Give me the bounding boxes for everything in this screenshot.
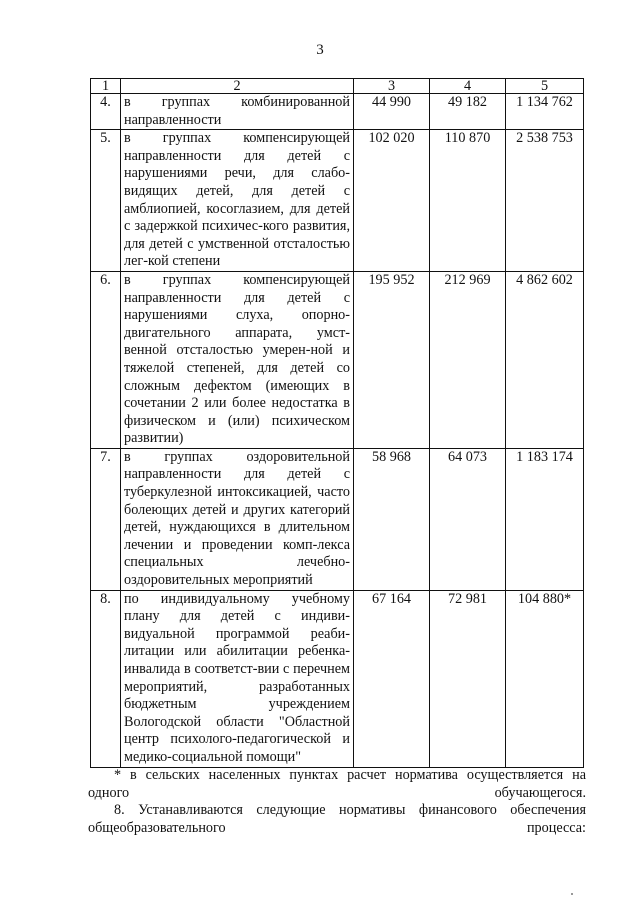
table-row <box>91 130 584 272</box>
row-description: в группах комбинированной направленности <box>121 94 354 130</box>
header-col-1: 1 <box>91 79 121 94</box>
row-value-col3: 102 020 <box>354 130 430 272</box>
row-value-col5: 2 538 753 <box>506 130 584 272</box>
row-number: 5. <box>91 130 121 272</box>
header-col-5: 5 <box>506 79 584 94</box>
row-number: 8. <box>91 590 121 767</box>
row-value-col4: 64 073 <box>430 448 506 590</box>
page-number: 3 <box>316 42 324 58</box>
table-row <box>91 448 584 590</box>
row-value-col3: 195 952 <box>354 271 430 448</box>
row-value-col5: 1 134 762 <box>506 94 584 130</box>
normatives-table <box>90 78 584 768</box>
row-value-col4: 49 182 <box>430 94 506 130</box>
row-value-col4: 110 870 <box>430 130 506 272</box>
footnote-text: * в сельских населенных пунктах расчет норматива осуществляется на одного обучающегося. <box>88 767 586 801</box>
row-description: по индивидуальному учебному плану для детей с индиви-видуальной программой реаби-литации или абилитации ребенка-инвалида в соответст-вии с перечнем мероприятий, разработанных бюджетным учреждением Вологодской области "Областной центр психолого-педагогической и медико-социальной помощи" <box>121 590 354 767</box>
row-value-col5: 104 880* <box>506 590 584 767</box>
header-col-4: 4 <box>430 79 506 94</box>
row-description: в группах компенсирующей направленности для детей с нарушениями слуха, опорно-двигательного аппарата, умст-венной отсталостью умерен-ной и тяжелой степеней, для детей со сложным дефектом (имеющих в сочетании 2 или более недостатка в физическом и (или) психическом развитии) <box>121 271 354 448</box>
row-value-col4: 72 981 <box>430 590 506 767</box>
row-value-col5: 4 862 602 <box>506 271 584 448</box>
row-description: в группах оздоровительной направленности для детей с туберкулезной интоксикацией, часто болеющих детей и других категорий детей, нуждающихся в длительном лечении и проведении комп-лекса специальных лечебно-оздоровительных мероприятий <box>121 448 354 590</box>
paragraph-8: 8. Устанавливаются следующие нормативы финансового обеспечения общеобразовательного процесса: <box>88 802 586 836</box>
row-description: в группах компенсирующей направленности для детей с нарушениями речи, для слабо-видящих детей, для детей с амблиопией, косоглазием, для детей с задержкой психичес-кого развития, для детей с умственной отсталостью лег-кой степени <box>121 130 354 272</box>
row-value-col3: 58 968 <box>354 448 430 590</box>
row-number: 7. <box>91 448 121 590</box>
row-value-col4: 212 969 <box>430 271 506 448</box>
row-number: 4. <box>91 94 121 130</box>
row-number: 6. <box>91 271 121 448</box>
table-row <box>91 271 584 448</box>
footnote-block <box>88 767 586 837</box>
row-value-col5: 1 183 174 <box>506 448 584 590</box>
table-row <box>91 590 584 767</box>
table-row <box>91 94 584 130</box>
header-col-2: 2 <box>121 79 354 94</box>
row-value-col3: 67 164 <box>354 590 430 767</box>
table-header-row <box>91 79 584 94</box>
row-value-col3: 44 990 <box>354 94 430 130</box>
header-col-3: 3 <box>354 79 430 94</box>
scan-speck <box>571 893 573 895</box>
